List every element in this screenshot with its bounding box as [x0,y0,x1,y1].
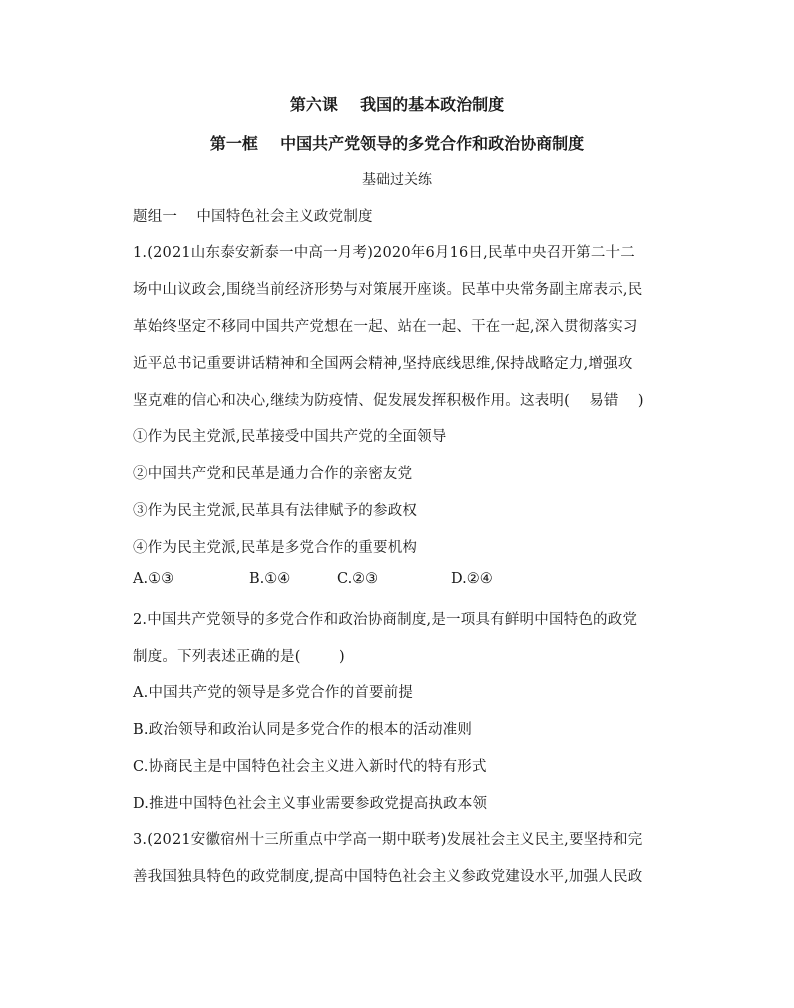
section-title: 第一框 中国共产党领导的多党合作和政治协商制度 [209,134,585,153]
q1-statement-4: ④作为民主党派,民革是多党合作的重要机构 [133,540,418,556]
q1-statement-3: ③作为民主党派,民革具有法律赋予的参政权 [133,503,418,519]
q1-line-5: 坚克难的信心和决心,继续为防疫情、促发展发挥积极作用。这表明( 易错 ) [133,393,644,409]
q1-option-c: C.②③ [337,571,379,587]
exercise-type-heading: 基础过关练 [362,172,432,188]
q2-option-c: C.协商民主是中国特色社会主义进入新时代的特有形式 [133,759,487,775]
q1-option-a: A.①③ [133,571,175,587]
lesson-title: 第六课 我国的基本政治制度 [289,95,505,114]
q1-line-1: 1.(2021山东泰安新泰一中高一月考)2020年6月16日,民革中央召开第二十二 [133,245,635,261]
question-group-label: 题组一 中国特色社会主义政党制度 [133,209,373,225]
q2-line-1: 2.中国共产党领导的多党合作和政治协商制度,是一项具有鲜明中国特色的政党 [133,612,638,628]
q2-option-d: D.推进中国特色社会主义事业需要参政党提高执政本领 [133,796,488,812]
q1-line-4: 近平总书记重要讲话精神和全国两会精神,坚持底线思维,保持战略定力,增强攻 [133,356,633,372]
q1-statement-2: ②中国共产党和民革是通力合作的亲密友党 [133,466,413,482]
q3-line-2: 善我国独具特色的政党制度,提高中国特色社会主义参政党建设水平,加强人民政 [133,869,643,885]
q1-statement-1: ①作为民主党派,民革接受中国共产党的全面领导 [133,429,447,445]
q1-line-2: 场中山议政会,围绕当前经济形势与对策展开座谈。民革中央常务副主席表示,民 [133,282,643,298]
q3-line-1: 3.(2021安徽宿州十三所重点中学高一期中联考)发展社会主义民主,要坚持和完 [133,832,643,848]
q2-option-a: A.中国共产党的领导是多党合作的首要前提 [133,685,414,701]
q1-option-d: D.②④ [451,571,493,587]
q2-line-2: 制度。下列表述正确的是( ) [133,649,345,665]
q2-option-b: B.政治领导和政治认同是多党合作的根本的活动准则 [133,722,473,738]
q1-line-3: 革始终坚定不移同中国共产党想在一起、站在一起、干在一起,深入贯彻落实习 [133,319,638,335]
q1-option-b: B.①④ [249,571,291,587]
